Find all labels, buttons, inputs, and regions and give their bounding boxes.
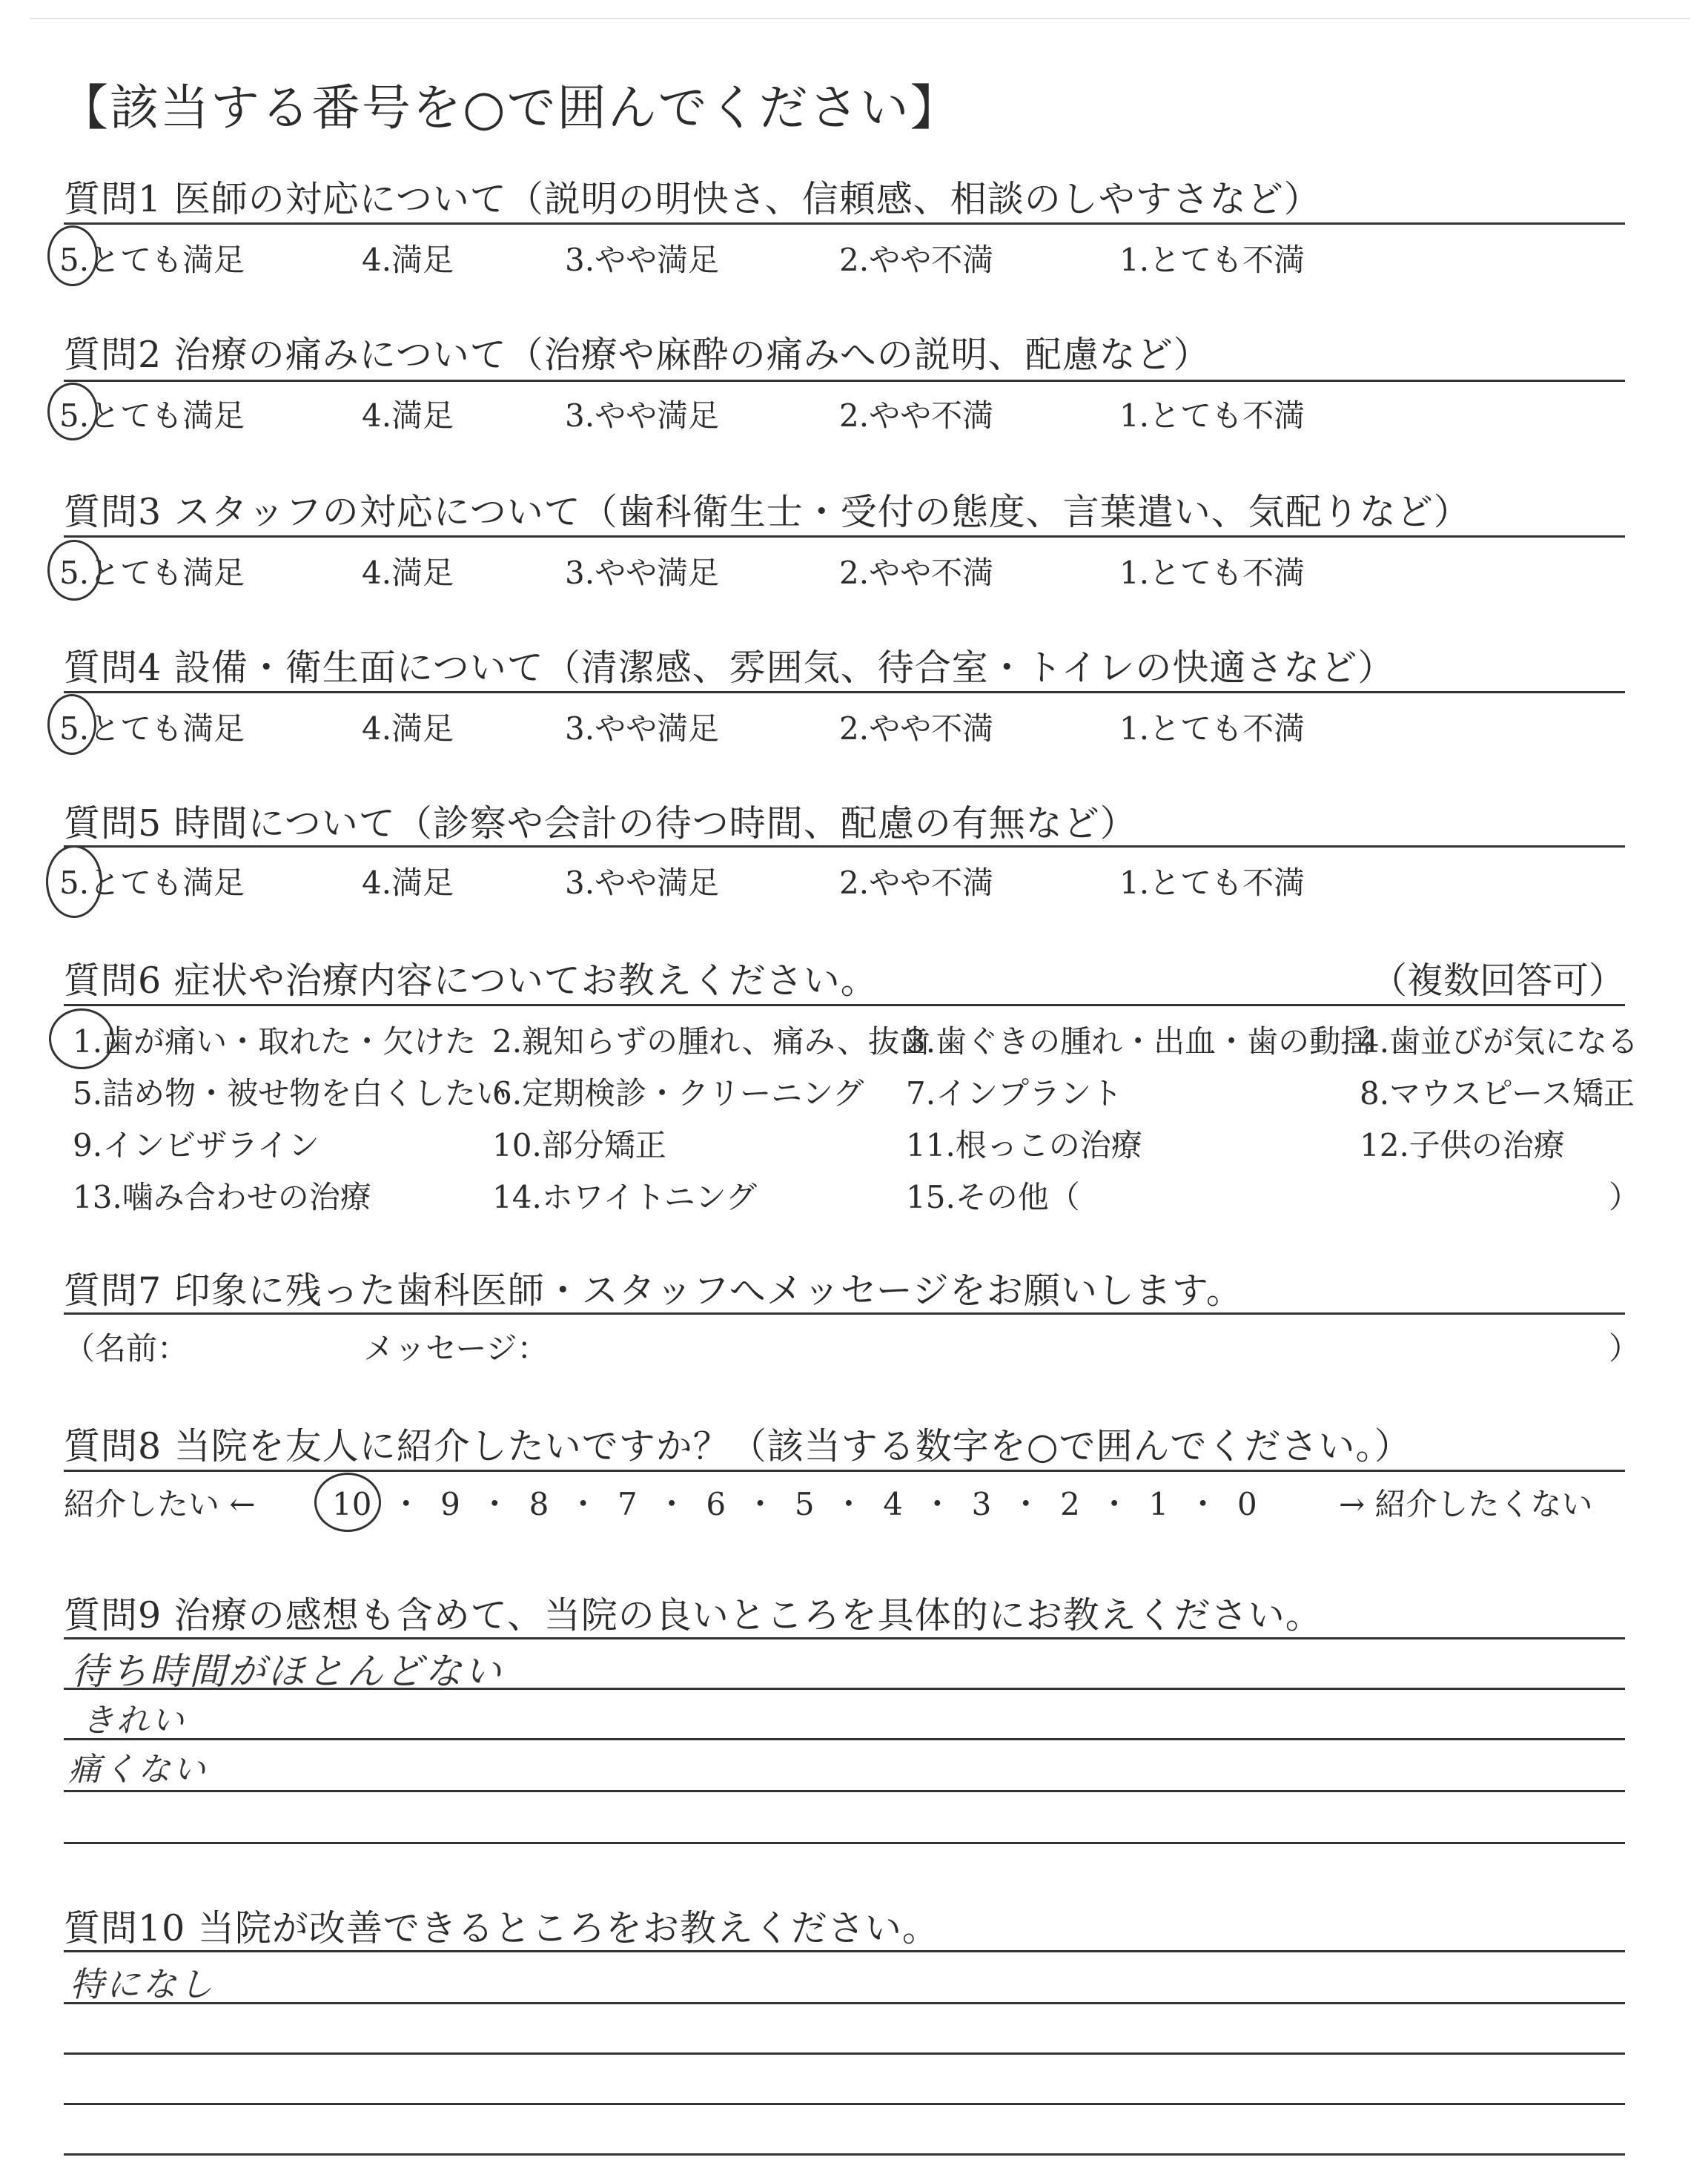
- q2-option-4[interactable]: 4.満足: [362, 397, 454, 434]
- question-10-heading: 質問10 当院が改善できるところをお教えください。: [64, 1907, 939, 1949]
- q5-option-2[interactable]: 2.やや不満: [839, 865, 994, 901]
- q9-line-3: [64, 1738, 1625, 1740]
- q8-right-label: → 紹介したくない: [1339, 1486, 1593, 1522]
- q5-option-1[interactable]: 1.とても不満: [1119, 865, 1305, 901]
- q1-selection-circle: [47, 225, 98, 286]
- q6-option-10[interactable]: 10.部分矯正: [492, 1127, 666, 1163]
- q6-option-8[interactable]: 8.マウスピース矯正: [1360, 1075, 1635, 1112]
- q2-selection-circle: [47, 383, 98, 440]
- q2-option-3[interactable]: 3.やや満足: [565, 397, 720, 434]
- q6-option-12[interactable]: 12.子供の治療: [1360, 1127, 1565, 1163]
- q7-message-label: メッセージ：: [363, 1330, 549, 1367]
- q9-line-4: [64, 1790, 1625, 1792]
- question-4-rule: [64, 691, 1625, 693]
- q6-option-15-close: ）: [1609, 1179, 1641, 1215]
- q1-option-1[interactable]: 1.とても不満: [1119, 242, 1305, 278]
- q1-option-3[interactable]: 3.やや満足: [565, 242, 720, 278]
- question-8-rule: [64, 1470, 1625, 1472]
- question-6-heading: 質問6 症状や治療内容についてお教えください。: [64, 960, 878, 1002]
- q10-line-4: [64, 2103, 1625, 2105]
- q6-option-14[interactable]: 14.ホワイトニング: [492, 1179, 758, 1215]
- q6-option-3[interactable]: 3.歯ぐきの腫れ・出血・歯の動揺: [906, 1023, 1372, 1060]
- q1-option-2[interactable]: 2.やや不満: [839, 242, 994, 278]
- q4-option-2[interactable]: 2.やや不満: [839, 710, 994, 747]
- q9-answer-1: 待ち時間がほとんどない: [71, 1650, 503, 1693]
- q4-option-5[interactable]: 5.とても満足: [59, 710, 245, 747]
- q6-option-6[interactable]: 6.定期検診・クリーニング: [492, 1075, 864, 1112]
- q7-close-paren: ）: [1609, 1330, 1641, 1367]
- q3-option-4[interactable]: 4.満足: [362, 555, 454, 591]
- q8-left-label: 紹介したい ←: [64, 1486, 256, 1522]
- question-3-heading: 質問3 スタッフの対応について（歯科衛生士・受付の態度、言葉遣い、気配りなど）: [64, 491, 1471, 533]
- question-9-heading: 質問9 治療の感想も含めて、当院の良いところを具体的にお教えください。: [64, 1594, 1323, 1636]
- q4-option-4[interactable]: 4.満足: [362, 710, 454, 747]
- question-6-rule: [64, 1004, 1625, 1006]
- question-5-rule: [64, 845, 1625, 848]
- q10-line-5: [64, 2153, 1625, 2156]
- q3-option-2[interactable]: 2.やや不満: [839, 555, 994, 591]
- q3-option-3[interactable]: 3.やや満足: [565, 555, 720, 591]
- q6-option-9[interactable]: 9.インビザライン: [73, 1127, 320, 1163]
- q5-option-5[interactable]: 5.とても満足: [59, 865, 245, 901]
- q6-option-7[interactable]: 7.インプラント: [906, 1075, 1123, 1112]
- q5-option-4[interactable]: 4.満足: [362, 865, 454, 901]
- q9-answer-2: きれい: [82, 1702, 186, 1740]
- q10-line-2: [64, 2002, 1625, 2004]
- page-title: 【該当する番号を○で囲んでください】: [59, 79, 961, 136]
- question-6-note: （複数回答可）: [1370, 960, 1625, 1002]
- q7-name-label: （名前：: [64, 1330, 189, 1367]
- q10-answer-1: 特になし: [70, 1964, 215, 2004]
- q3-option-5[interactable]: 5.とても満足: [59, 555, 245, 591]
- question-3-rule: [64, 535, 1625, 538]
- q8-scale[interactable]: 10 ・ 9 ・ 8 ・ 7 ・ 6 ・ 5 ・ 4 ・ 3 ・ 2 ・ 1 ・ 0: [332, 1486, 1257, 1522]
- question-4-heading: 質問4 設備・衛生面について（清潔感、雰囲気、待合室・トイレの快適さなど）: [64, 647, 1395, 689]
- q10-line-3: [64, 2052, 1625, 2055]
- q2-option-5[interactable]: 5.とても満足: [59, 397, 245, 434]
- q6-option-4[interactable]: 4.歯並びが気になる: [1360, 1023, 1639, 1060]
- q3-option-1[interactable]: 1.とても不満: [1119, 555, 1305, 591]
- question-7-rule: [64, 1312, 1625, 1315]
- q6-option-15[interactable]: 15.その他（: [906, 1179, 1080, 1215]
- q6-option-2[interactable]: 2.親知らずの腫れ、痛み、抜歯: [492, 1023, 931, 1060]
- question-1-rule: [64, 222, 1625, 225]
- q6-option-13[interactable]: 13.噛み合わせの治療: [73, 1179, 371, 1215]
- q9-line-1: [64, 1637, 1625, 1639]
- q8-selection-circle: [314, 1473, 381, 1532]
- question-1-heading: 質問1 医師の対応について（説明の明快さ、信頼感、相談のしやすさなど）: [64, 178, 1321, 220]
- top-border: [30, 18, 1690, 19]
- q5-option-3[interactable]: 3.やや満足: [565, 865, 720, 901]
- q6-option-5[interactable]: 5.詰め物・被せ物を白くしたい: [73, 1075, 508, 1112]
- q1-option-4[interactable]: 4.満足: [362, 242, 454, 278]
- q9-answer-3: 痛くない: [68, 1751, 208, 1789]
- question-7-heading: 質問7 印象に残った歯科医師・スタッフへメッセージをお願いします。: [64, 1269, 1243, 1312]
- q5-selection-circle: [46, 845, 102, 918]
- question-8-heading: 質問8 当院を友人に紹介したいですか？（該当する数字を○で囲んでください。）: [64, 1425, 1412, 1467]
- q6-selection-circle: [49, 1008, 114, 1069]
- q4-selection-circle: [47, 694, 96, 755]
- q10-line-1: [64, 1950, 1625, 1952]
- q3-selection-circle: [47, 540, 101, 601]
- question-2-rule: [64, 380, 1625, 382]
- q2-option-2[interactable]: 2.やや不満: [839, 397, 994, 434]
- q1-option-5[interactable]: 5.とても満足: [59, 242, 245, 278]
- question-5-heading: 質問5 時間について（診察や会計の待つ時間、配慮の有無など）: [64, 802, 1137, 845]
- question-2-heading: 質問2 治療の痛みについて（治療や麻酔の痛みへの説明、配慮など）: [64, 334, 1211, 376]
- q4-option-3[interactable]: 3.やや満足: [565, 710, 720, 747]
- q6-option-11[interactable]: 11.根っこの治療: [906, 1127, 1142, 1163]
- q4-option-1[interactable]: 1.とても不満: [1119, 710, 1305, 747]
- q2-option-1[interactable]: 1.とても不満: [1119, 397, 1305, 434]
- q9-line-5: [64, 1842, 1625, 1844]
- q6-option-1[interactable]: 1.歯が痛い・取れた・欠けた: [73, 1023, 477, 1060]
